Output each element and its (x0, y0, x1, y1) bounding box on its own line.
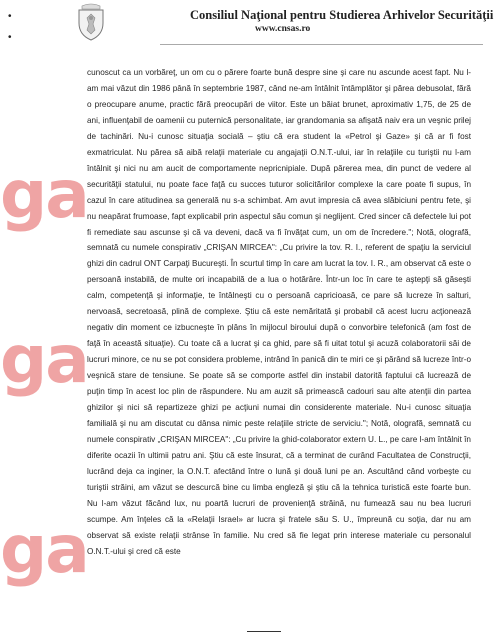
institution-website: www.cnsas.ro (255, 24, 311, 34)
coat-of-arms-icon (75, 3, 107, 41)
document-body (87, 65, 471, 560)
document-header (60, 0, 495, 52)
header-divider (160, 44, 483, 45)
footer-divider (247, 631, 281, 632)
margin-bullet: • (8, 32, 12, 43)
margin-bullet: • (8, 11, 12, 22)
watermark-logo: ga (0, 511, 88, 588)
institution-name: Consiliul Naţional pentru Studierea Arhivelor Securităţii (190, 8, 494, 22)
watermark-logo: ga (0, 156, 88, 233)
body-paragraph: cunoscut ca un vorbăreţ, un om cu o părere foarte bună despre sine şi care nu ascunde acest fapt. Nu l-am mai văzut din 1986 până în septembrie 1987, când ne-am întâlnit întâmplător şi părea debusolat, fără o preocupare anume, practic fără preocupări de viitor. Este un băiat brunet, aproximativ 1,75, de 25 de ani, influenţabil de oamenii cu puternică personalitate, iar grandomania sa afişată naiv era un veşnic prilej de tachinări. Nu-i cunosc situaţia socială – ştiu că era student la «Petrol şi Gaze» şi că ar fi fost exmatriculat. Nu părea să aibă relaţii materiale cu angajaţii O.N.T.-ului, iar în relaţiile cu turiştii nu l-am întâlnit şi nici nu am aucit de comportamente nepricnipiale. După părerea mea, din punct de vedere al securităţii statului, nu poate face faţă cu succes tuturor solicitărilor complexe la care poate fi supus, în cazul în care atitudinea sa generală nu s-a schimbat. Am avut impresia că avea slăbiciuni pentru fete, şi nu neapărat frumoase, fapt explicabil prin aspectul său comun şi neglijent. Cred sincer că defectele lui pot fi remediate sau ascunse şi că va deveni, dacă va fi învăţat cum, un om de încredere."; Notă, olografă, semnată cu numele conspirativ „CRIŞAN MIRCEA": „Cu privire la tov. R. I., referent de spaţiu la serviciul ghizi din cadrul ONT Carpaţi Bucureşti. În scurtul timp în care am lucrat la tov. I. R., am observat că este o persoană instabilă, de multe ori incapabilă de a lua o hotărâre. Într-un loc în care te aştepţi să găseşti calm, competenţă şi informaţie, te întâlneşti cu o persoană capricioasă, ce pare să lucreze în salturi, nervoasă, secretoasă, plină de complexe. Ştiu că este nemăritată şi probabil că acest lucru acţionează negativ din moment ce izbucneşte în plâns în mijlocul biroului după o convorbire telefonică (am fost de faţă în această situaţie). Cu toate că a lucrat şi ca ghid, pare să fi uitat totul şi acuză colaboratorii săi de lucruri minore, ce nu se pot considera probleme, intrând în panică din te miri ce şi părând să lucreze într-o veşnică stare de tensiune. Se poate să se comporte astfel din instabil datorită faptului că lucrează de puţin timp în acest loc plin de răspundere. Nu am auzit să primească cadouri sau alte atenţii din partea ghizilor şi nici să repartizeze ghizi pe acţiuni numai din considerente materiale. Nu-i cunosc situaţia familială şi nu am discutat cu dânsa nimic peste relaţiile stricte de serviciu."; Notă, olografă, semnată cu numele conspirativ „CRIŞAN MIRCEA": „Cu privire la ghid-colaborator extern U. L., pe care l-am întâlnit în diferite ocazii în ultimii patru ani. Ştiu că este însurat, că a terminat de curând Facultatea de Construcţii, lucrând deja ca inginer, la O.N.T. afectând între o lună şi două luni pe an. Ascultând când vorbeşte cu turiştii străini, am văzut se descurcă bine cu limba engleză şi ştiu că la tehnica turistică este foarte bun. Nu l-am văzut făcând lux, nu poartă lucruri de provenienţă străină, nu fumează sau nu bea lucruri scumpe. Am înţeles că la «Relaţii Israel» ar lucra şi fratele său S. U., împreună cu soţia, dar nu am observat să existe relaţii strânse în familie. Nu cred să fie legat prin interese materiale cu personalul O.N.T.-ului şi cred că este (87, 68, 471, 556)
watermark-logo: ga (0, 321, 88, 398)
